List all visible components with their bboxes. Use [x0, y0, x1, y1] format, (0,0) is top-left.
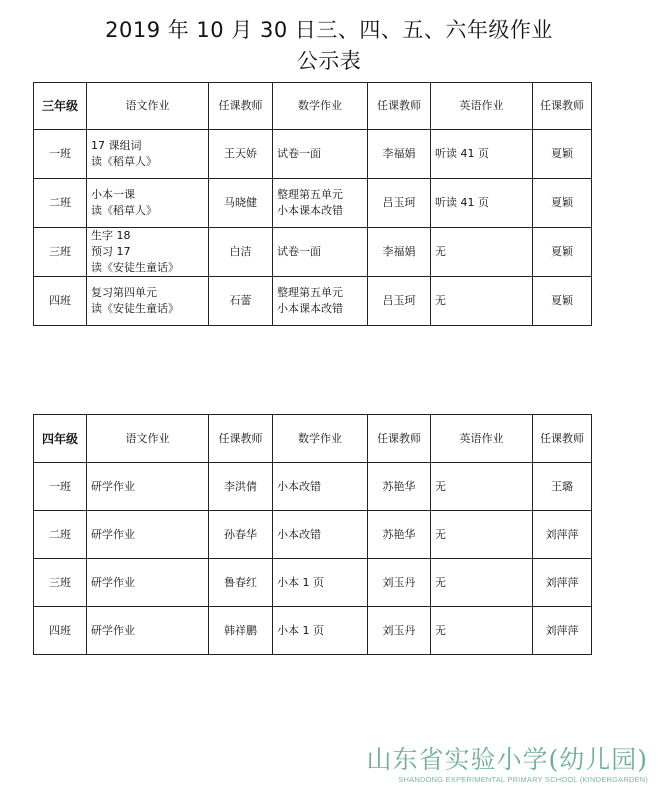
header-english-teacher: 任课教师: [533, 415, 592, 463]
table-row: [34, 179, 592, 228]
math-homework-cell: [273, 179, 368, 228]
math-teacher-cell: 刘玉丹: [368, 607, 431, 655]
grade-label: 四年级: [34, 415, 87, 463]
homework-line: 复习第四单元: [91, 286, 157, 299]
watermark-chinese-name: 山东省实验小学(幼儿园): [366, 745, 648, 774]
page-title: 2019 年 10 月 30 日三、四、五、六年级作业: [105, 18, 553, 42]
english-homework-cell: 无: [431, 277, 533, 326]
chinese-teacher-cell: 白洁: [209, 228, 273, 277]
english-teacher-cell: 夏颖: [533, 130, 592, 179]
table-header-row: [34, 415, 592, 463]
table-row: [34, 607, 592, 655]
page-subtitle: 公示表: [296, 49, 362, 73]
table-row: [34, 228, 592, 277]
table-row: [34, 277, 592, 326]
homework-line: 小本课本改错: [277, 302, 343, 315]
chinese-teacher-cell: 鲁春红: [209, 559, 273, 607]
header-math-teacher: 任课教师: [368, 83, 431, 130]
chinese-teacher-cell: 孙春华: [209, 511, 273, 559]
header-math-teacher: 任课教师: [368, 415, 431, 463]
table-header-row: [34, 83, 592, 130]
header-chinese: 语文作业: [87, 415, 209, 463]
math-homework-cell: 小本改错: [273, 511, 368, 559]
math-homework-cell: 小本 1 页: [273, 607, 368, 655]
english-homework-cell: 无: [431, 607, 533, 655]
math-homework-cell: [273, 130, 368, 179]
homework-line: 17 课组词: [91, 139, 142, 152]
class-cell: 二班: [34, 511, 87, 559]
chinese-teacher-cell: 马晓健: [209, 179, 273, 228]
class-cell: 一班: [34, 463, 87, 511]
class-cell: 四班: [34, 277, 87, 326]
header-english: 英语作业: [431, 83, 533, 130]
homework-line: 小本一课: [91, 188, 135, 201]
homework-line: 预习 17: [91, 245, 131, 258]
chinese-homework-cell: [87, 228, 209, 277]
homework-line: 读《稻草人》: [91, 155, 157, 168]
table-row: [34, 511, 592, 559]
header-chinese: 语文作业: [87, 83, 209, 130]
header-english: 英语作业: [431, 415, 533, 463]
homework-line: 整理第五单元: [277, 286, 343, 299]
header-chinese-teacher: 任课教师: [209, 83, 273, 130]
english-homework-cell: 听读 41 页: [431, 130, 533, 179]
homework-line: 小本课本改错: [277, 204, 343, 217]
english-homework-cell: 听读 41 页: [431, 179, 533, 228]
homework-line: 试卷一面: [277, 147, 321, 160]
chinese-teacher-cell: 韩祥鹏: [209, 607, 273, 655]
math-teacher-cell: 苏艳华: [368, 511, 431, 559]
class-cell: 二班: [34, 179, 87, 228]
english-teacher-cell: 刘萍萍: [533, 559, 592, 607]
chinese-teacher-cell: 李洪倩: [209, 463, 273, 511]
chinese-teacher-cell: 王天娇: [209, 130, 273, 179]
homework-line: 生字 18: [91, 229, 131, 242]
class-cell: 一班: [34, 130, 87, 179]
english-homework-cell: 无: [431, 559, 533, 607]
class-cell: 三班: [34, 228, 87, 277]
english-teacher-cell: 王璐: [533, 463, 592, 511]
grade-label: 三年级: [34, 83, 87, 130]
header-math: 数学作业: [273, 415, 368, 463]
math-homework-cell: 小本改错: [273, 463, 368, 511]
chinese-teacher-cell: 石蕾: [209, 277, 273, 326]
chinese-homework-cell: 研学作业: [87, 559, 209, 607]
english-homework-cell: 无: [431, 228, 533, 277]
header-english-teacher: 任课教师: [533, 83, 592, 130]
math-teacher-cell: 李福娟: [368, 130, 431, 179]
watermark-english-name: SHANDONG EXPERIMENTAL PRIMARY SCHOOL (KINDERGARDEN): [398, 775, 648, 784]
header-math: 数学作业: [273, 83, 368, 130]
english-homework-cell: 无: [431, 511, 533, 559]
math-teacher-cell: 吕玉珂: [368, 277, 431, 326]
school-watermark: [348, 745, 648, 785]
math-teacher-cell: 李福娟: [368, 228, 431, 277]
math-teacher-cell: 吕玉珂: [368, 179, 431, 228]
english-teacher-cell: 刘萍萍: [533, 511, 592, 559]
header-chinese-teacher: 任课教师: [209, 415, 273, 463]
math-teacher-cell: 刘玉丹: [368, 559, 431, 607]
math-homework-cell: 小本 1 页: [273, 559, 368, 607]
table-row: [34, 559, 592, 607]
grade3-homework-table: [33, 82, 592, 326]
grade4-homework-table: [33, 414, 592, 655]
homework-line: 整理第五单元: [277, 188, 343, 201]
chinese-homework-cell: 研学作业: [87, 511, 209, 559]
chinese-homework-cell: [87, 277, 209, 326]
homework-line: 读《安徒生童话》: [91, 261, 179, 274]
math-homework-cell: [273, 228, 368, 277]
homework-line: 试卷一面: [277, 245, 321, 258]
chinese-homework-cell: [87, 130, 209, 179]
chinese-homework-cell: [87, 179, 209, 228]
chinese-homework-cell: 研学作业: [87, 607, 209, 655]
table-row: [34, 463, 592, 511]
math-homework-cell: [273, 277, 368, 326]
english-teacher-cell: 刘萍萍: [533, 607, 592, 655]
english-teacher-cell: 夏颖: [533, 277, 592, 326]
table-row: [34, 130, 592, 179]
homework-line: 读《安徒生童话》: [91, 302, 179, 315]
english-teacher-cell: 夏颖: [533, 179, 592, 228]
english-homework-cell: 无: [431, 463, 533, 511]
english-teacher-cell: 夏颖: [533, 228, 592, 277]
homework-line: 读《稻草人》: [91, 204, 157, 217]
class-cell: 四班: [34, 607, 87, 655]
math-teacher-cell: 苏艳华: [368, 463, 431, 511]
class-cell: 三班: [34, 559, 87, 607]
chinese-homework-cell: 研学作业: [87, 463, 209, 511]
